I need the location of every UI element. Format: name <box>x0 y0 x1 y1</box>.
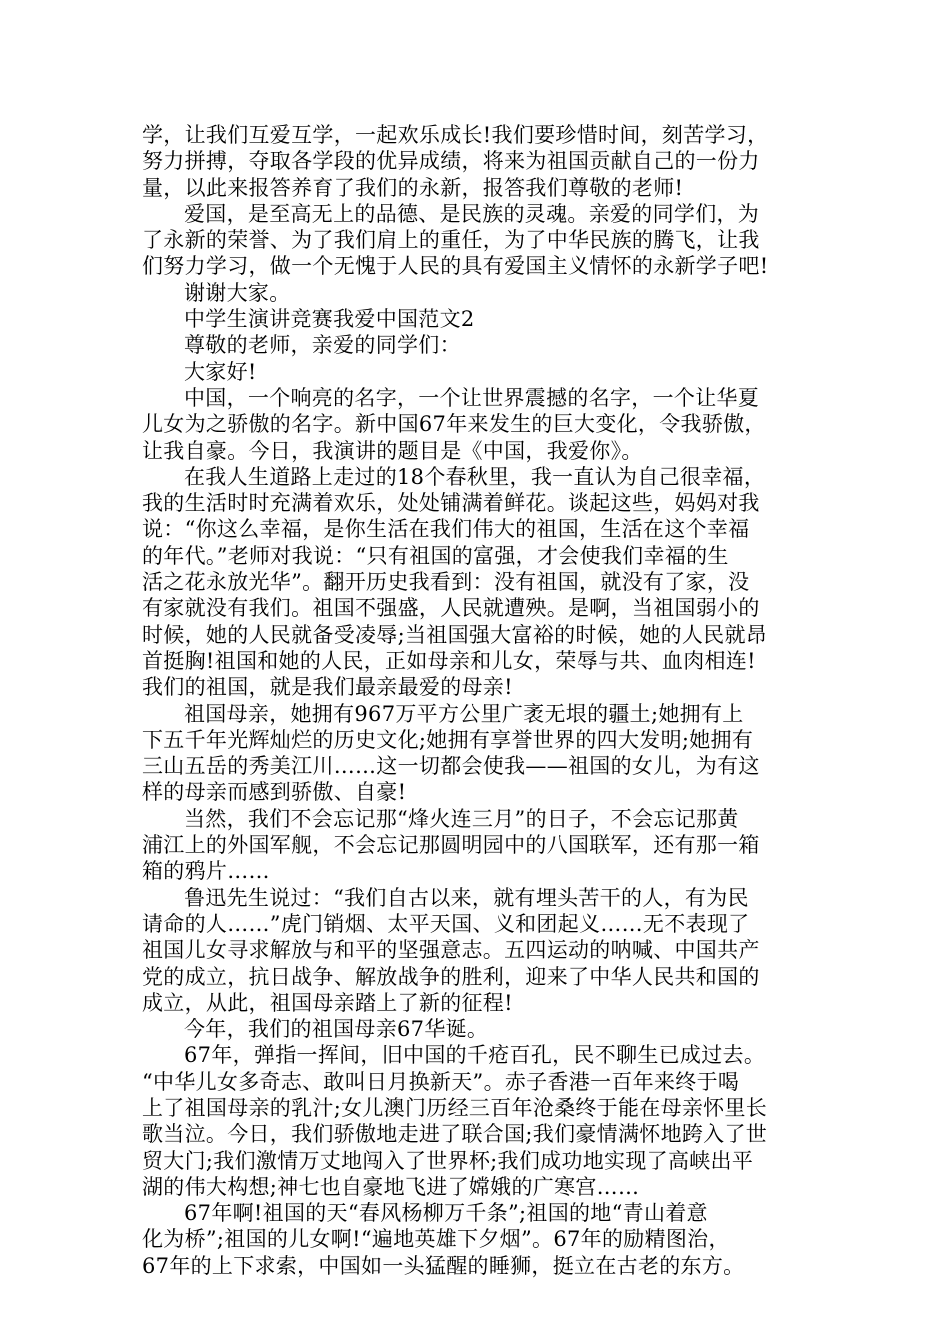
text-line: 今年，我们的祖国母亲67华诞。 <box>184 1017 489 1042</box>
paragraph <box>142 1200 834 1279</box>
text-line: 大家好! <box>184 359 257 384</box>
text-line: 我的生活时时充满着欢乐，处处铺满着鲜花。谈起这些，妈妈对我 <box>142 491 760 516</box>
paragraph <box>142 1016 834 1042</box>
text-line: 上了祖国母亲的乳汁;女儿澳门历经三百年沧桑终于能在母亲怀里长 <box>142 1095 768 1120</box>
text-line: 67年啊!祖国的天“春风杨柳万千条”;祖国的地“青山着意 <box>184 1201 708 1226</box>
text-line: 成立，从此，祖国母亲踏上了新的征程! <box>142 990 513 1015</box>
text-line: 爱国，是至高无上的品德、是民族的灵魂。亲爱的同学们，为 <box>184 201 760 226</box>
paragraph <box>142 885 834 1016</box>
text-line: 在我人生道路上走过的18个春秋里，我一直认为自己很幸福， <box>184 464 766 489</box>
text-line: 谢谢大家。 <box>184 280 291 305</box>
text-line: 儿女为之骄傲的名字。新中国67年来发生的巨大变化，令我骄傲， <box>142 412 766 437</box>
paragraph <box>142 306 834 332</box>
text-line: 浦江上的外国军舰，不会忘记那圆明园中的八国联军，还有那一箱 <box>142 833 760 858</box>
paragraph <box>142 122 834 201</box>
text-line: 祖国儿女寻求解放与和平的坚强意志。五四运动的呐喊、中国共产 <box>142 938 760 963</box>
text-line: 首挺胸!祖国和她的人民，正如母亲和儿女，荣辱与共、血肉相连! <box>142 648 756 673</box>
text-line: “中华儿女多奇志、敢叫日月换新天”。赤子香港一百年来终于喝 <box>142 1069 740 1094</box>
text-line: 让我自豪。今日，我演讲的题目是《中国，我爱你》。 <box>142 438 643 463</box>
text-line: 我们的祖国，就是我们最亲最爱的母亲! <box>142 675 513 700</box>
text-line: 歌当泣。今日，我们骄傲地走进了联合国;我们豪情满怀地跨入了世 <box>142 1122 768 1147</box>
text-line: 样的母亲而感到骄傲、自豪! <box>142 780 407 805</box>
text-line: 有家就没有我们。祖国不强盛，人民就遭殃。是啊，当祖国弱小的 <box>142 596 760 621</box>
text-line: 说：“你这么幸福，是你生活在我们伟大的祖国，生活在这个幸福 <box>142 517 750 542</box>
text-line: 中国，一个响亮的名字，一个让世界震撼的名字，一个让华夏 <box>184 385 760 410</box>
text-line: 努力拼搏，夺取各学段的优异成绩，将来为祖国贡献自己的一份力 <box>142 149 760 174</box>
text-line: 活之花永放光华”。翻开历史我看到：没有祖国，就没有了家，没 <box>142 570 750 595</box>
text-line: 量，以此来报答养育了我们的永新，报答我们尊敬的老师! <box>142 175 684 200</box>
paragraph <box>142 280 834 306</box>
paragraph <box>142 1042 834 1200</box>
text-line: 们努力学习，做一个无愧于人民的具有爱国主义情怀的永新学子吧! <box>142 254 769 279</box>
text-line: 党的成立，抗日战争、解放战争的胜利，迎来了中华人民共和国的 <box>142 964 760 989</box>
paragraph <box>142 332 834 358</box>
text-line: 贸大门;我们激情万丈地闯入了世界杯;我们成功地实现了高峡出平 <box>142 1148 754 1173</box>
text-line: 祖国母亲，她拥有967万平方公里广袤无垠的疆土;她拥有上 <box>184 701 744 726</box>
paragraph <box>142 201 834 280</box>
text-line: 三山五岳的秀美江川……这一切都会使我——祖国的女儿，为有这 <box>142 754 760 779</box>
paragraph <box>142 359 834 385</box>
text-line: 下五千年光辉灿烂的历史文化;她拥有享誉世界的四大发明;她拥有 <box>142 727 754 752</box>
paragraph <box>142 701 834 806</box>
text-line: 时候，她的人民就备受凌辱;当祖国强大富裕的时候，她的人民就昂 <box>142 622 768 647</box>
text-line: 尊敬的老师，亲爱的同学们： <box>184 333 461 358</box>
paragraph <box>142 464 834 701</box>
text-line: 67年，弹指一挥间，旧中国的千疮百孔，民不聊生已成过去。 <box>184 1043 766 1068</box>
text-line: 学，让我们互爱互学，一起欢乐成长!我们要珍惜时间，刻苦学习， <box>142 123 769 147</box>
text-line: 请命的人……”虎门销烟、太平天国、义和团起义……无不表现了 <box>142 911 750 936</box>
paragraph <box>142 806 834 885</box>
text-line: 鲁迅先生说过：“我们自古以来，就有埋头苦干的人，有为民 <box>184 885 749 910</box>
text-line: 的年代。”老师对我说：“只有祖国的富强，才会使我们幸福的生 <box>142 543 729 568</box>
paragraph <box>142 385 834 464</box>
text-line: 67年的上下求索，中国如一头猛醒的睡狮，挺立在古老的东方。 <box>142 1253 745 1278</box>
document-page <box>142 122 834 1279</box>
text-line: 当然，我们不会忘记那“烽火连三月”的日子，不会忘记那黄 <box>184 806 739 831</box>
text-line: 化为桥”;祖国的儿女啊!“遍地英雄下夕烟”。67年的励精图治， <box>142 1227 730 1252</box>
text-line: 了永新的荣誉、为了我们肩上的重任，为了中华民族的腾飞，让我 <box>142 228 760 253</box>
text-line: 湖的伟大构想;神七也自豪地飞进了嫦娥的广寒宫…… <box>142 1174 640 1199</box>
text-line: 中学生演讲竞赛我爱中国范文2 <box>184 307 475 332</box>
text-line: 箱的鸦片…… <box>142 859 270 884</box>
